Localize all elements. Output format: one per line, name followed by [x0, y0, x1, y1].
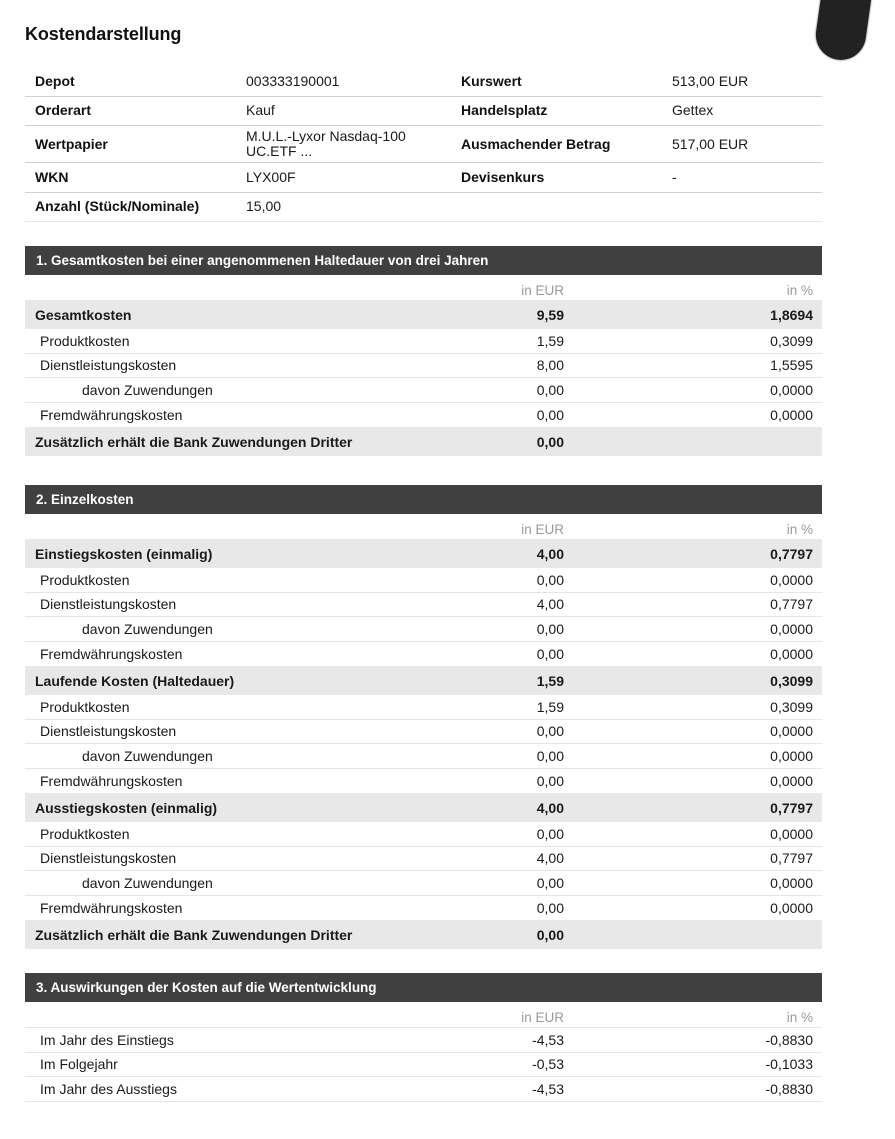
cell-label: Einstiegskosten (einmalig): [35, 545, 213, 562]
cell-label: Fremdwährungskosten: [40, 406, 183, 423]
cell-eur: 0,00: [536, 899, 564, 916]
table-row: [25, 378, 822, 403]
table-row-total: [25, 793, 822, 822]
cell-eur: -4,53: [532, 1031, 564, 1048]
section-header: 2. Einzelkosten: [25, 485, 822, 514]
table-row: [25, 642, 822, 667]
label-wertpapier: Wertpapier: [35, 135, 108, 152]
cell-pct: 1,8694: [770, 306, 813, 323]
cell-eur: 0,00: [536, 747, 564, 764]
cell-eur: 0,00: [536, 874, 564, 891]
cell-eur: 1,59: [536, 672, 564, 689]
table-row: [25, 1028, 822, 1053]
cell-pct: 0,0000: [770, 747, 813, 764]
cell-pct: 0,7797: [770, 545, 813, 562]
table-row: [25, 822, 822, 847]
table-row: [25, 720, 822, 745]
cell-label: Produktkosten: [40, 698, 130, 715]
label-empty: [451, 193, 662, 222]
cell-pct: 0,0000: [770, 406, 813, 423]
cell-eur: 0,00: [536, 825, 564, 842]
cell-label: Produktkosten: [40, 571, 130, 588]
cell-eur: 0,00: [536, 381, 564, 398]
table-row: [25, 1077, 822, 1102]
label-wkn: WKN: [35, 168, 69, 185]
value-handelsplatz: Gettex: [672, 102, 714, 119]
cell-pct: 0,7797: [770, 596, 813, 613]
cell-label: davon Zuwendungen: [82, 747, 213, 764]
table-row: [25, 329, 822, 354]
cell-pct: 0,0000: [770, 772, 813, 789]
column-header: [25, 514, 822, 539]
info-row-depot: [25, 67, 822, 97]
info-row-orderart: [25, 97, 822, 127]
cell-eur: 0,00: [536, 723, 564, 740]
cell-pct: 0,0000: [770, 899, 813, 916]
label-anzahl: Anzahl (Stück/Nominale): [35, 198, 200, 215]
table-row: [25, 769, 822, 794]
value-wertpapier: M.U.L.-Lyxor Nasdaq-100 UC.ETF ...: [246, 128, 406, 159]
label-handelsplatz: Handelsplatz: [461, 102, 548, 119]
cell-label: davon Zuwendungen: [82, 874, 213, 891]
table-row: [25, 403, 822, 428]
cell-label: Zusätzlich erhält die Bank Zuwendungen Dritter: [35, 433, 353, 450]
table-row: [25, 617, 822, 642]
cell-label: Produktkosten: [40, 332, 130, 349]
label-kurswert: Kurswert: [461, 72, 522, 89]
cell-label: Fremdwährungskosten: [40, 899, 183, 916]
cell-label: Fremdwährungskosten: [40, 772, 183, 789]
value-empty: [662, 193, 822, 222]
table-row-total: [25, 920, 822, 949]
column-pct: in %: [786, 283, 813, 298]
column-header: [25, 1002, 822, 1027]
cell-label: Dienstleistungskosten: [40, 723, 177, 740]
cell-pct: -0,8830: [765, 1031, 813, 1048]
value-wkn: LYX00F: [246, 168, 296, 185]
cell-pct: -0,1033: [765, 1056, 813, 1073]
label-orderart: Orderart: [35, 102, 92, 119]
page-title: Kostendarstellung: [25, 24, 182, 44]
cell-eur: 0,00: [536, 926, 564, 943]
cell-eur: 0,00: [536, 645, 564, 662]
table-row-total: [25, 666, 822, 695]
cell-pct: 0,3099: [770, 332, 813, 349]
cell-label: Produktkosten: [40, 825, 130, 842]
cell-pct: 0,0000: [770, 620, 813, 637]
cell-label: Im Folgejahr: [40, 1056, 118, 1073]
cell-label: davon Zuwendungen: [82, 381, 213, 398]
section-auswirkungen: [25, 973, 822, 1102]
cell-eur: 0,00: [536, 620, 564, 637]
cell-eur: 0,00: [536, 772, 564, 789]
cell-pct: 0,0000: [770, 723, 813, 740]
table-row: [25, 871, 822, 896]
section-header: 3. Auswirkungen der Kosten auf die Wertentwicklung: [25, 973, 822, 1002]
pen-mark-decoration: [813, 0, 874, 63]
label-ausmachender-betrag: Ausmachender Betrag: [461, 135, 611, 152]
label-devisenkurs: Devisenkurs: [461, 168, 545, 185]
cell-eur: 1,59: [536, 698, 564, 715]
cell-eur: 4,00: [536, 545, 564, 562]
cell-label: davon Zuwendungen: [82, 620, 213, 637]
column-pct: in %: [786, 522, 813, 537]
cell-pct: 0,0000: [770, 571, 813, 588]
info-row-wertpapier: [25, 126, 822, 163]
cell-pct: 0,7797: [770, 799, 813, 816]
table-row: [25, 744, 822, 769]
cell-label: Im Jahr des Ausstiegs: [40, 1080, 177, 1097]
cell-label: Ausstiegskosten (einmalig): [35, 799, 218, 816]
value-devisenkurs: -: [672, 168, 677, 185]
section-einzelkosten: [25, 485, 822, 949]
cell-pct: 0,3099: [770, 672, 813, 689]
value-orderart: Kauf: [246, 102, 275, 119]
cell-pct: 0,3099: [770, 698, 813, 715]
cell-label: Gesamtkosten: [35, 306, 132, 323]
table-row-total: [25, 300, 822, 329]
cell-eur: 8,00: [536, 357, 564, 374]
column-eur: in EUR: [521, 522, 564, 537]
cell-eur: 1,59: [536, 332, 564, 349]
table-row-total: [25, 427, 822, 456]
table-row: [25, 847, 822, 872]
column-eur: in EUR: [521, 1010, 564, 1025]
cell-label: Dienstleistungskosten: [40, 850, 177, 867]
value-kurswert: 513,00 EUR: [672, 72, 749, 89]
cell-label: Fremdwährungskosten: [40, 645, 183, 662]
cell-eur: 9,59: [536, 306, 564, 323]
cell-pct: 0,0000: [770, 381, 813, 398]
cell-eur: 0,00: [536, 433, 564, 450]
table-row: [25, 568, 822, 593]
cell-eur: -4,53: [532, 1080, 564, 1097]
order-info-table: [25, 67, 822, 222]
table-row: [25, 896, 822, 921]
cell-eur: 0,00: [536, 571, 564, 588]
cell-pct: 0,0000: [770, 645, 813, 662]
cell-eur: 0,00: [536, 406, 564, 423]
label-depot: Depot: [35, 72, 75, 89]
cell-pct: 0,7797: [770, 850, 813, 867]
cell-pct: -0,8830: [765, 1080, 813, 1097]
table-row: [25, 695, 822, 720]
column-header: [25, 275, 822, 300]
table-row: [25, 354, 822, 379]
cell-pct: 0,0000: [770, 825, 813, 842]
value-depot: 003333190001: [246, 72, 340, 89]
column-eur: in EUR: [521, 283, 564, 298]
cell-eur: 4,00: [536, 799, 564, 816]
value-anzahl: 15,00: [246, 198, 282, 215]
cell-eur: 4,00: [536, 850, 564, 867]
info-row-wkn: [25, 163, 822, 193]
table-row-total: [25, 539, 822, 568]
cell-eur: 4,00: [536, 596, 564, 613]
cell-eur: -0,53: [532, 1056, 564, 1073]
column-pct: in %: [786, 1010, 813, 1025]
table-row: [25, 593, 822, 618]
cell-label: Dienstleistungskosten: [40, 596, 177, 613]
section-gesamtkosten: [25, 246, 822, 456]
cell-pct: 0,0000: [770, 874, 813, 891]
cell-label: Zusätzlich erhält die Bank Zuwendungen Dritter: [35, 926, 353, 943]
section-header: 1. Gesamtkosten bei einer angenommenen Haltedauer von drei Jahren: [25, 246, 822, 275]
table-row: [25, 1053, 822, 1078]
info-row-anzahl: [25, 193, 822, 223]
cell-pct: 1,5595: [770, 357, 813, 374]
value-ausmachender-betrag: 517,00 EUR: [672, 135, 749, 152]
cell-label: Dienstleistungskosten: [40, 357, 177, 374]
cell-label: Laufende Kosten (Haltedauer): [35, 672, 235, 689]
cell-label: Im Jahr des Einstiegs: [40, 1031, 174, 1048]
